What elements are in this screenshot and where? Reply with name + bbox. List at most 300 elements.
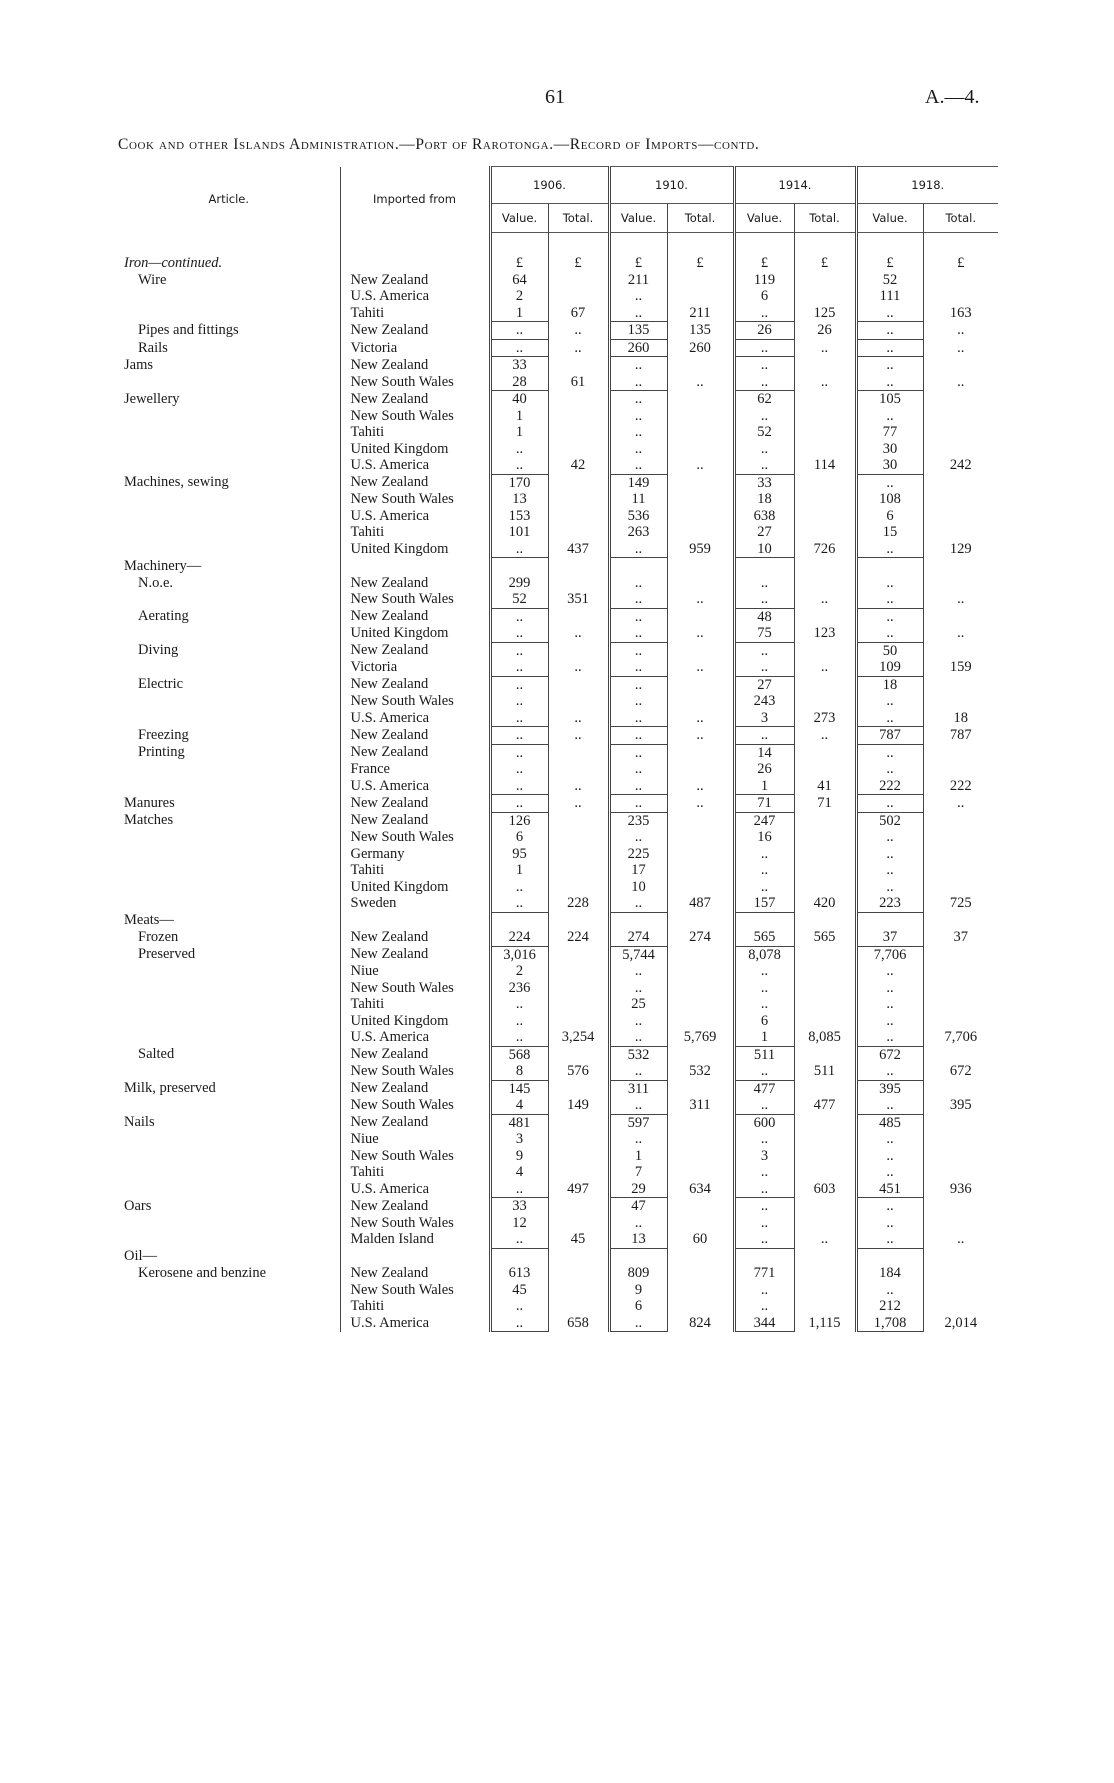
total-cell: 273: [794, 710, 856, 727]
total-cell: 114: [794, 457, 856, 474]
total-cell: [667, 391, 734, 408]
total-cell: [794, 693, 856, 710]
total-cell: [667, 693, 734, 710]
currency-symbol: £: [923, 255, 998, 272]
total-cell: 149: [548, 1097, 609, 1114]
article-cell: [118, 659, 340, 676]
total-cell: 228: [548, 895, 609, 912]
value-cell: ..: [856, 996, 923, 1013]
table-row: [118, 895, 998, 912]
total-cell: [794, 980, 856, 997]
value-cell: 224: [490, 929, 548, 946]
total-cell: [548, 474, 609, 491]
value-cell: 111: [856, 288, 923, 305]
value-cell: ..: [734, 1181, 794, 1198]
value-cell: ..: [856, 862, 923, 879]
source-country: New Zealand: [340, 272, 490, 289]
article-cell: [118, 1315, 340, 1332]
value-cell: 25: [609, 996, 667, 1013]
source-country: New Zealand: [340, 391, 490, 408]
total-cell: ..: [667, 778, 734, 795]
value-cell: ..: [856, 963, 923, 980]
total-cell: [667, 812, 734, 829]
source-country: New Zealand: [340, 795, 490, 813]
value-cell: 9: [490, 1148, 548, 1165]
value-cell: 26: [734, 761, 794, 778]
value-cell: ..: [609, 374, 667, 391]
value-cell: 13: [609, 1231, 667, 1248]
value-cell: ..: [856, 1164, 923, 1181]
value-cell: 223: [856, 895, 923, 912]
value-cell: 28: [490, 374, 548, 391]
value-cell: ..: [856, 305, 923, 322]
source-country: Malden Island: [340, 1231, 490, 1248]
total-cell: 824: [667, 1315, 734, 1332]
table-row: [118, 727, 998, 745]
article-cell: [118, 524, 340, 541]
value-cell: ..: [856, 710, 923, 727]
total-cell: [794, 879, 856, 896]
value-cell: 1,708: [856, 1315, 923, 1332]
value-cell: 16: [734, 829, 794, 846]
value-cell: ..: [490, 608, 548, 625]
source-country: Tahiti: [340, 1298, 490, 1315]
value-cell: ..: [490, 795, 548, 813]
value-cell: ..: [609, 795, 667, 813]
table-row: [118, 1013, 998, 1030]
total-cell: 61: [548, 374, 609, 391]
total-cell: [794, 812, 856, 829]
article-cell: [118, 829, 340, 846]
value-cell: ..: [609, 963, 667, 980]
value-cell: 64: [490, 272, 548, 289]
article-cell: [118, 625, 340, 642]
source-country: New Zealand: [340, 1114, 490, 1131]
source-country: France: [340, 761, 490, 778]
total-cell: [923, 608, 998, 625]
source-country: United Kingdom: [340, 1013, 490, 1030]
total-cell: 477: [794, 1097, 856, 1114]
value-cell: 532: [609, 1046, 667, 1063]
value-cell: 6: [609, 1298, 667, 1315]
table-row: [118, 996, 998, 1013]
total-cell: 565: [794, 929, 856, 946]
total-cell: [923, 761, 998, 778]
source-country: New Zealand: [340, 322, 490, 340]
table-row: [118, 744, 998, 761]
total-cell: [667, 963, 734, 980]
value-cell: 119: [734, 272, 794, 289]
value-cell: ..: [609, 829, 667, 846]
total-cell: 5,769: [667, 1029, 734, 1046]
article-cell: [118, 457, 340, 474]
value-cell: 145: [490, 1080, 548, 1097]
value-cell: 247: [734, 812, 794, 829]
total-cell: ..: [548, 659, 609, 676]
total-cell: ..: [923, 795, 998, 813]
value-cell: ..: [490, 744, 548, 761]
table-row: [118, 1114, 998, 1131]
total-cell: [923, 996, 998, 1013]
value-cell: ..: [490, 541, 548, 558]
value-cell: 299: [490, 575, 548, 592]
value-cell: 30: [856, 457, 923, 474]
total-cell: 125: [794, 305, 856, 322]
total-cell: 787: [923, 727, 998, 745]
value-cell: ..: [609, 391, 667, 408]
value-cell: ..: [856, 1029, 923, 1046]
total-cell: [667, 474, 734, 491]
table-row: [118, 1315, 998, 1332]
source-country: U.S. America: [340, 1029, 490, 1046]
value-cell: 14: [734, 744, 794, 761]
value-cell: 243: [734, 693, 794, 710]
total-cell: [794, 963, 856, 980]
value-cell: 71: [734, 795, 794, 813]
source-country: Niue: [340, 963, 490, 980]
total-cell: [667, 862, 734, 879]
total-cell: [923, 1164, 998, 1181]
total-cell: [923, 1198, 998, 1215]
table-row: [118, 1131, 998, 1148]
total-cell: ..: [923, 374, 998, 391]
article-cell: [118, 710, 340, 727]
source-country: New Zealand: [340, 642, 490, 659]
value-cell: 40: [490, 391, 548, 408]
currency-symbol: £: [734, 255, 794, 272]
total-cell: [923, 1282, 998, 1299]
total-cell: ..: [794, 1231, 856, 1248]
value-cell: ..: [609, 895, 667, 912]
value-cell: ..: [734, 408, 794, 425]
total-cell: [794, 1046, 856, 1063]
value-cell: ..: [609, 408, 667, 425]
total-cell: [548, 744, 609, 761]
table-row: [118, 575, 998, 592]
value-cell: ..: [490, 1029, 548, 1046]
value-cell: 27: [734, 676, 794, 693]
value-cell: ..: [490, 322, 548, 340]
table-row: [118, 374, 998, 391]
value-cell: 4: [490, 1097, 548, 1114]
value-cell: ..: [856, 761, 923, 778]
value-cell: ..: [734, 980, 794, 997]
value-cell: 451: [856, 1181, 923, 1198]
value-cell: 7: [609, 1164, 667, 1181]
value-cell: 311: [609, 1080, 667, 1097]
year-header-1914: 1914.: [734, 167, 856, 204]
total-cell: [923, 441, 998, 458]
value-cell: 6: [734, 288, 794, 305]
value-cell: 6: [734, 1013, 794, 1030]
total-cell: [923, 963, 998, 980]
article-cell: [118, 305, 340, 322]
value-cell: 344: [734, 1315, 794, 1332]
article-label: Meats—: [124, 912, 174, 929]
value-cell: 45: [490, 1282, 548, 1299]
total-cell: [548, 996, 609, 1013]
source-country: New Zealand: [340, 1198, 490, 1215]
article-cell: [118, 591, 340, 608]
total-cell: 222: [923, 778, 998, 795]
value-cell: 26: [734, 322, 794, 340]
value-cell: ..: [609, 1063, 667, 1080]
source-country: U.S. America: [340, 508, 490, 525]
value-cell: 263: [609, 524, 667, 541]
value-cell: 75: [734, 625, 794, 642]
value-cell: ..: [734, 963, 794, 980]
total-cell: [548, 1282, 609, 1299]
value-cell: 33: [490, 1198, 548, 1215]
total-cell: [667, 980, 734, 997]
table-row: [118, 322, 998, 340]
total-cell: [548, 879, 609, 896]
source-country: U.S. America: [340, 1315, 490, 1332]
value-cell: 1: [490, 305, 548, 322]
value-cell: ..: [734, 339, 794, 357]
article-cell: [118, 424, 340, 441]
total-cell: [794, 1164, 856, 1181]
total-cell: [794, 946, 856, 963]
value-cell: ..: [734, 1131, 794, 1148]
total-cell: [548, 524, 609, 541]
source-country: New Zealand: [340, 1265, 490, 1282]
value-cell: 2: [490, 288, 548, 305]
value-cell: 10: [734, 541, 794, 558]
source-country: Tahiti: [340, 996, 490, 1013]
value-cell: ..: [490, 693, 548, 710]
article-label: Oil—: [124, 1248, 158, 1265]
value-cell: ..: [609, 778, 667, 795]
table-row: [118, 980, 998, 997]
total-cell: [548, 761, 609, 778]
value-cell: 511: [734, 1046, 794, 1063]
total-cell: [923, 474, 998, 491]
value-cell: 1: [734, 1029, 794, 1046]
value-cell: ..: [609, 541, 667, 558]
total-cell: 71: [794, 795, 856, 813]
total-header: Total.: [923, 204, 998, 233]
total-cell: [923, 829, 998, 846]
total-cell: [923, 1013, 998, 1030]
total-cell: [794, 288, 856, 305]
article-label: Machines, sewing: [124, 474, 229, 491]
value-cell: ..: [856, 575, 923, 592]
document-reference: A.—4.: [925, 86, 980, 108]
value-cell: ..: [856, 374, 923, 391]
article-label: Matches: [124, 812, 174, 829]
currency-row: [118, 255, 998, 272]
article-label: Electric: [138, 676, 184, 693]
total-cell: [667, 288, 734, 305]
value-cell: ..: [609, 305, 667, 322]
value-cell: ..: [609, 591, 667, 608]
value-cell: ..: [609, 744, 667, 761]
total-cell: [923, 491, 998, 508]
value-cell: ..: [734, 846, 794, 863]
total-cell: 497: [548, 1181, 609, 1198]
page-title: Cook and other Islands Administration.—Port of Rarotonga.—Record of Imports—contd.: [118, 136, 760, 153]
value-cell: 568: [490, 1046, 548, 1063]
value-cell: ..: [609, 357, 667, 374]
total-cell: [794, 676, 856, 693]
value-cell: 787: [856, 727, 923, 745]
value-cell: ..: [734, 862, 794, 879]
total-cell: 45: [548, 1231, 609, 1248]
total-cell: [794, 862, 856, 879]
total-cell: [667, 761, 734, 778]
value-cell: ..: [490, 727, 548, 745]
source-country: New South Wales: [340, 408, 490, 425]
total-cell: [923, 575, 998, 592]
total-cell: [923, 408, 998, 425]
total-cell: [794, 272, 856, 289]
value-cell: 10: [609, 879, 667, 896]
value-cell: ..: [856, 1131, 923, 1148]
value-cell: ..: [734, 1231, 794, 1248]
total-cell: [667, 272, 734, 289]
table-row: [118, 391, 998, 408]
value-cell: 109: [856, 659, 923, 676]
value-cell: 52: [490, 591, 548, 608]
total-cell: [923, 424, 998, 441]
source-country: United Kingdom: [340, 879, 490, 896]
value-cell: ..: [609, 625, 667, 642]
total-cell: 163: [923, 305, 998, 322]
value-cell: 8: [490, 1063, 548, 1080]
value-cell: ..: [734, 642, 794, 659]
total-cell: [923, 391, 998, 408]
total-cell: [548, 1080, 609, 1097]
total-cell: [667, 1164, 734, 1181]
value-cell: ..: [856, 1215, 923, 1232]
total-cell: [548, 642, 609, 659]
article-label: Preserved: [138, 946, 196, 963]
value-cell: 1: [734, 778, 794, 795]
value-cell: ..: [490, 761, 548, 778]
total-cell: [667, 441, 734, 458]
article-cell: [118, 1298, 340, 1315]
value-cell: ..: [490, 625, 548, 642]
total-cell: [794, 608, 856, 625]
value-cell: ..: [490, 778, 548, 795]
article-cell: [118, 1181, 340, 1198]
total-cell: ..: [667, 374, 734, 391]
value-cell: ..: [734, 1298, 794, 1315]
total-cell: [667, 829, 734, 846]
currency-symbol: £: [548, 255, 609, 272]
table-row: [118, 1282, 998, 1299]
section-label: Iron—continued.: [124, 255, 223, 271]
value-cell: 1: [490, 408, 548, 425]
value-cell: 395: [856, 1080, 923, 1097]
total-cell: [923, 357, 998, 374]
table-row: [118, 761, 998, 778]
total-cell: [548, 846, 609, 863]
value-cell: ..: [490, 457, 548, 474]
source-country: New South Wales: [340, 1215, 490, 1232]
value-cell: 50: [856, 642, 923, 659]
total-cell: [548, 980, 609, 997]
total-cell: 211: [667, 305, 734, 322]
total-cell: ..: [548, 727, 609, 745]
total-cell: [923, 946, 998, 963]
total-cell: [794, 1148, 856, 1165]
table-row: [118, 357, 998, 374]
value-cell: 771: [734, 1265, 794, 1282]
total-cell: ..: [548, 778, 609, 795]
total-cell: [923, 272, 998, 289]
value-cell: ..: [856, 1282, 923, 1299]
source-country: Tahiti: [340, 1164, 490, 1181]
value-cell: 638: [734, 508, 794, 525]
total-cell: 658: [548, 1315, 609, 1332]
currency-symbol: £: [667, 255, 734, 272]
value-cell: ..: [734, 357, 794, 374]
total-cell: [548, 408, 609, 425]
source-country: U.S. America: [340, 710, 490, 727]
article-cell: [118, 778, 340, 795]
value-cell: ..: [609, 457, 667, 474]
value-cell: ..: [856, 846, 923, 863]
currency-symbol: £: [856, 255, 923, 272]
value-cell: 18: [856, 676, 923, 693]
value-cell: ..: [490, 1181, 548, 1198]
total-cell: [794, 744, 856, 761]
table-row: [118, 795, 998, 813]
source-country: New Zealand: [340, 744, 490, 761]
value-cell: ..: [856, 322, 923, 340]
section-heading-row: [118, 912, 998, 929]
total-cell: 395: [923, 1097, 998, 1114]
total-cell: [794, 761, 856, 778]
total-cell: [923, 846, 998, 863]
value-cell: ..: [609, 1131, 667, 1148]
value-cell: 613: [490, 1265, 548, 1282]
total-cell: [548, 676, 609, 693]
table-row: [118, 1265, 998, 1282]
value-cell: 2: [490, 963, 548, 980]
table-row: [118, 591, 998, 608]
source-country: New South Wales: [340, 829, 490, 846]
total-cell: ..: [794, 339, 856, 357]
value-cell: ..: [856, 1063, 923, 1080]
total-cell: [923, 676, 998, 693]
source-country: U.S. America: [340, 1181, 490, 1198]
table-row: [118, 1148, 998, 1165]
source-country: New Zealand: [340, 1046, 490, 1063]
total-cell: [794, 391, 856, 408]
total-cell: ..: [548, 625, 609, 642]
value-cell: 33: [734, 474, 794, 491]
table-row: [118, 1029, 998, 1046]
imported-from-header: Imported from: [340, 167, 490, 233]
value-cell: ..: [609, 1097, 667, 1114]
value-cell: 8,078: [734, 946, 794, 963]
total-cell: [667, 879, 734, 896]
value-cell: ..: [490, 1298, 548, 1315]
article-label: Jams: [124, 356, 153, 373]
article-cell: [118, 1131, 340, 1148]
value-cell: ..: [490, 895, 548, 912]
year-header-1906: 1906.: [490, 167, 609, 204]
total-cell: [794, 642, 856, 659]
year-header-1910: 1910.: [609, 167, 734, 204]
total-cell: [923, 1298, 998, 1315]
total-cell: [923, 642, 998, 659]
currency-symbol: £: [609, 255, 667, 272]
total-cell: 936: [923, 1181, 998, 1198]
